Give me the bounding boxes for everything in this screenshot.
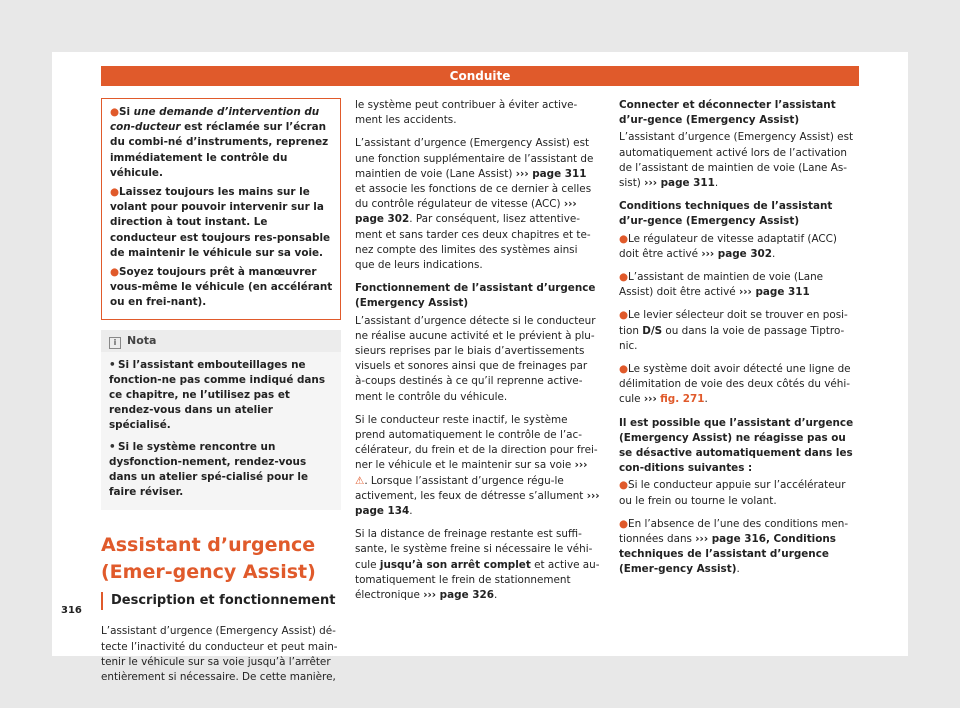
list-item: ●Le levier sélecteur doit se trouver en posi-tion D/S ou dans la voie de passage Tiptro-nic. [619, 309, 848, 352]
paragraph: L’assistant d’urgence détecte si le conducteur ne réalise aucune activité et le prévient à plu-sieurs reprises par le biais d’avertissements visuels et sonores ainsi que de freinages par à-coups destinés à ce qu’il reprenne active-ment le contrôle du véhicule. [355, 314, 596, 403]
page-reference-link[interactable]: ››› page 134 [355, 489, 600, 518]
page-reference-link[interactable]: ››› page 316, Conditions techniques de l’assistant d’urgence (Emer-gency Assist) [619, 533, 836, 576]
page-reference-link[interactable]: ››› page 311 [515, 167, 587, 180]
heading: Fonctionnement de l’assistant d’urgence (Emergency Assist) [355, 282, 596, 310]
paragraph: Si le conducteur reste inactif, le système prend automatiquement le contrôle de l’ac-célérateur, du frein et de la direction pour frei-ner le véhicule et le maintenir sur sa voie ››› ⚠. Lorsque l’assistant d’urgence régu-le activement, les feux de détresse s’allument ››› page 134. [355, 413, 600, 518]
figure-reference-link[interactable]: fig. 271 [660, 393, 705, 406]
bullet-icon: ● [619, 271, 629, 284]
column-left [101, 98, 341, 693]
note-item: • Si l’assistant embouteillages ne fonction-ne pas comme indiqué dans ce chapitre, ne l’utilisez pas et rendez-vous dans un atelier spécialisé. [109, 358, 326, 432]
bullet-icon: ● [619, 232, 629, 245]
bullet-icon: ● [619, 479, 629, 492]
paragraph: L’assistant d’urgence (Emergency Assist) est une fonction supplémentaire de l’assistant de maintien de voie (Lane Assist) ››› page 311 et associe les fonctions de ce dernier à celles du contrôle régulateur de vitesse (ACC) ››› page 302. Par conséquent, lisez attentive-ment et sans tarder ces deux chapitres et te-nez compte des limites des systèmes ainsi que de leurs indications. [355, 137, 594, 272]
bullet-icon: ● [110, 106, 120, 118]
bullet-icon: ● [619, 309, 629, 322]
page-reference-link[interactable]: ››› page 302 [355, 198, 577, 226]
note-body [101, 352, 341, 511]
subsection-title: Description et fonctionnement [101, 592, 341, 610]
column-middle [355, 98, 600, 611]
bullet-icon: ● [110, 186, 120, 199]
page-reference-link[interactable]: ››› page 302 [701, 247, 773, 260]
manual-page [52, 52, 908, 684]
page-number: 316 [61, 605, 82, 616]
page-reference-link[interactable]: ››› page 326 [423, 589, 494, 602]
list-item: ●Le régulateur de vitesse adaptatif (ACC) doit être activé ››› page 302. [619, 232, 837, 260]
heading: Il est possible que l’assistant d’urgence (Emergency Assist) ne réagisse pas ou se désactive automatiquement dans les con-ditions suivantes : [619, 416, 854, 475]
list-item: ●En l’absence de l’une des conditions men-tionnées dans ››› page 316, Conditions techniques de l’assistant d’urgence (Emer-gency Assist). [619, 517, 849, 576]
warning-item: ●Laissez toujours les mains sur le volant pour pouvoir intervenir sur la direction à tout instant. Le conducteur est toujours res-ponsable de maintenir le véhicule sur sa voie. [110, 186, 331, 259]
paragraph: L’assistant d’urgence (Emergency Assist) est automatiquement activé lors de l’activation de l’assistant de maintien de voie (Lane As-sist) ››› page 311. [619, 131, 854, 190]
paragraph: le système peut contribuer à éviter active-ment les accidents. [355, 99, 578, 127]
bullet-icon: • [109, 358, 116, 371]
page-reference-link[interactable]: ››› page 311 [644, 177, 715, 190]
note-item: • Si le système rencontre un dysfonction-nement, rendez-vous dans un atelier spé-cialisé pour le faire réviser. [109, 440, 309, 499]
paragraph: Si la distance de freinage restante est suffi-sante, le système freine si nécessaire le véhi-cule jusqu’à son arrêt complet et active au-tomatiquement le frein de stationnement électronique ››› page 326. [355, 528, 600, 602]
warning-item: ●Soyez toujours prêt à manœuvrer vous-même le véhicule (en accélérant ou en frei-nant). [110, 266, 333, 309]
heading: Conditions techniques de l’assistant d’ur-gence (Emergency Assist) [619, 200, 833, 228]
bullet-icon: ● [619, 363, 629, 376]
warning-triangle-icon[interactable]: ⚠ [355, 474, 365, 487]
section-title: Assistant d’urgence (Emer-gency Assist) [101, 534, 316, 584]
note-header: i Nota [101, 330, 341, 352]
bullet-icon: ● [110, 266, 120, 279]
info-icon: i [109, 337, 121, 349]
page-reference-link[interactable]: ››› page 311 [738, 286, 810, 299]
intro-paragraph: L’assistant d’urgence (Emergency Assist) dé-tecte l’inactivité du conducteur et peut main-tenir le véhicule sur sa voie jusqu’à l’arrêter entièrement si nécessaire. De cette manière, [101, 625, 338, 684]
list-item: ●Si le conducteur appuie sur l’accélérateur ou le frein ou tourne le volant. [619, 479, 846, 507]
bullet-icon: ● [619, 517, 629, 530]
warning-item: ●Si une demande d’intervention du con-ducteur est réclamée sur l’écran du combi-né d’instruments, reprenez immédiatement le contrôle du véhicule. [110, 106, 329, 179]
list-item: ●L’assistant de maintien de voie (Lane Assist) doit être activé ››› page 311 [619, 271, 824, 299]
list-item: ●Le système doit avoir détecté une ligne de délimitation de voie des deux côtés du véhi-cule ››› fig. 271. [619, 363, 851, 406]
warning-box [101, 98, 341, 320]
heading: Connecter et déconnecter l’assistant d’ur-gence (Emergency Assist) [619, 99, 836, 127]
column-right [619, 98, 859, 586]
chapter-header: Conduite [101, 66, 859, 86]
bullet-icon: • [109, 440, 116, 453]
